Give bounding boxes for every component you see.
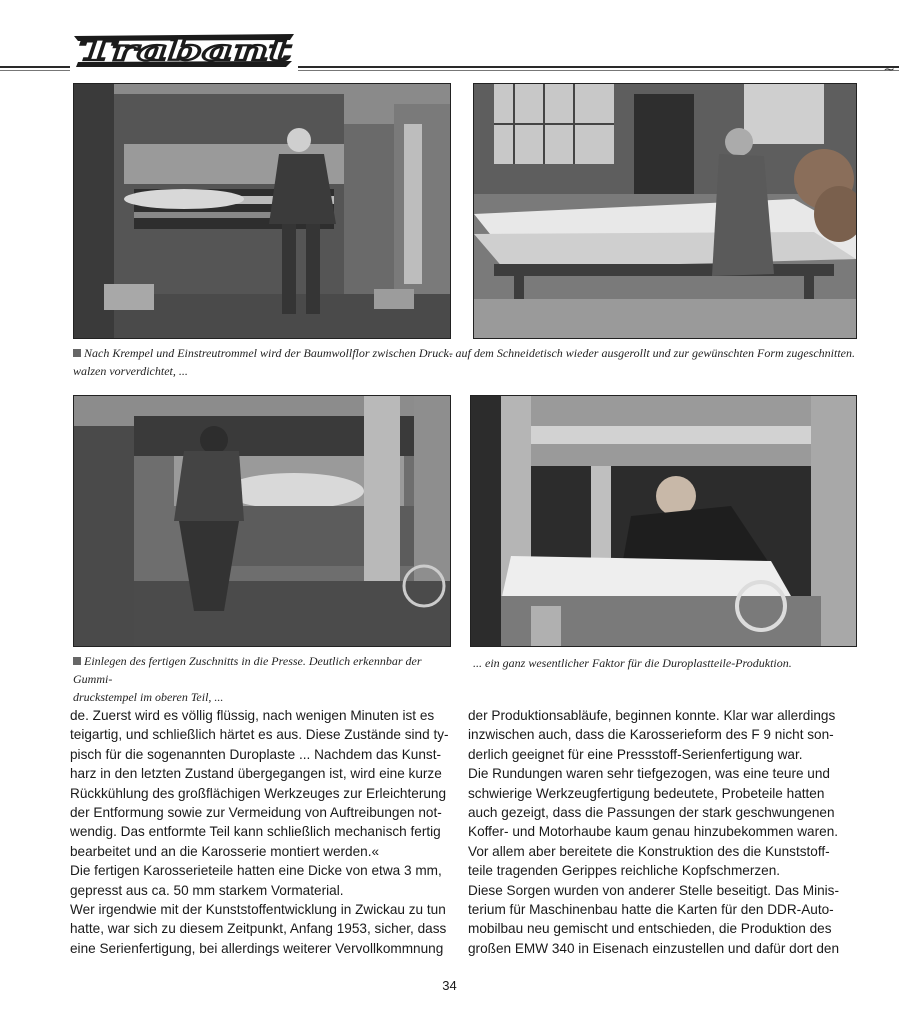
body-line: großen EMW 340 in Eisenach einzustellen und dafür dort den (468, 940, 840, 956)
body-line: inzwischen auch, dass die Karosserieform des F 9 nicht son- (468, 727, 834, 743)
body-line: Die fertigen Karosserieteile hatten eine Dicke von etwa 3 mm, (70, 863, 442, 879)
body-line: Diese Sorgen wurden von anderer Stelle beseitigt. Das Minis- (468, 882, 839, 898)
body-line: harz in den letzten Zustand übergegangen ist, wird eine kurze (70, 766, 442, 782)
body-line: eine Serienfertigung, bei allerdings weiterer Vervollkommnung (70, 940, 444, 956)
logo-text: Trabant (79, 34, 292, 67)
body-line: schwierige Werkzeugfertigung bedeutete, Probeteile hatten (468, 785, 825, 801)
caption-line: ... auf dem Schneidetisch wieder ausgerollt und zur gewünschten Form zugeschnitten. (443, 346, 855, 360)
body-line: mobilbau neu gemischt und entschieden, die Produktion des (468, 921, 832, 937)
body-line: teile tragenden Gerippes reichliche Kopfschmerzen. (468, 863, 781, 879)
body-line: der Produktionsabläufe, beginnen konnte. Klar war allerdings (468, 708, 836, 723)
caption-line: Einlegen des fertigen Zuschnitts in die Presse. Deutlich erkennbar der Gummi- (73, 654, 422, 686)
body-line: Wer irgendwie mit der Kunststoffentwicklung in Zwickau zu tun (70, 902, 446, 918)
corner-mark: ~ (883, 62, 895, 78)
body-line: hatte, war sich zu diesem Zeitpunkt, Anfang 1953, sicher, dass (70, 921, 447, 937)
caption-photo-3 (73, 652, 453, 706)
caption-line: Nach Krempel und Einstreutrommel wird der Baumwollflor zwischen Druck- (84, 346, 453, 360)
caption-line: ... ein ganz wesentlicher Faktor für die Duroplastteile-Produktion. (473, 656, 792, 670)
caption-line: walzen vorverdichtet, ... (73, 364, 188, 378)
body-line: auch gezeigt, dass die Passungen der stark geschwungenen (468, 805, 835, 821)
caption-bullet (73, 349, 81, 357)
photo-carding-machine (73, 83, 451, 339)
body-line: pisch für die sogenannten Duroplaste ... Nachdem das Kunst- (70, 746, 442, 762)
body-line: Vor allem aber bereitete die Konstruktion des die Kunststoff- (468, 843, 830, 859)
body-column-right (468, 706, 848, 958)
caption-photo-1 (73, 344, 453, 380)
caption-bullet (73, 657, 81, 665)
caption-photo-2 (440, 344, 855, 362)
body-line: terium für Maschinenbau hatte die Karten für den DDR-Auto- (468, 902, 834, 918)
body-line: derlich geeignet für eine Pressstoff-Serienfertigung war. (468, 746, 803, 762)
page-number: 34 (442, 978, 457, 993)
body-line: wendig. Das entformte Teil kann schließlich mechanisch fertig (70, 824, 441, 840)
body-line: Rückkühlung des großflächigen Werkzeuges zur Erleichterung (70, 785, 447, 801)
body-line: Die Rundungen waren sehr tiefgezogen, was eine teure und (468, 766, 830, 782)
body-line: teigartig, und schließlich härtet es aus. Diese Zustände sind ty- (70, 727, 449, 743)
body-line: de. Zuerst wird es völlig flüssig, nach wenigen Minuten ist es (70, 708, 435, 723)
body-line: der Entformung sowie zur Vermeidung von Auftreibungen not- (70, 805, 442, 821)
body-line: bearbeitet und an die Karosserie montiert werden.« (70, 843, 380, 859)
photo-press-loading (73, 395, 451, 647)
trabant-logo (72, 30, 298, 70)
caption-photo-4 (473, 654, 853, 672)
photo-press-worker (470, 395, 857, 647)
caption-line: druckstempel im oberen Teil, ... (73, 690, 224, 704)
body-line: Koffer- und Motorhaube kaum genau hinzubekommen waren. (468, 824, 839, 840)
body-column-left (70, 706, 450, 958)
body-line: gepresst aus ca. 50 mm starkem Vormaterial. (70, 882, 344, 898)
photo-cutting-table (473, 83, 857, 339)
